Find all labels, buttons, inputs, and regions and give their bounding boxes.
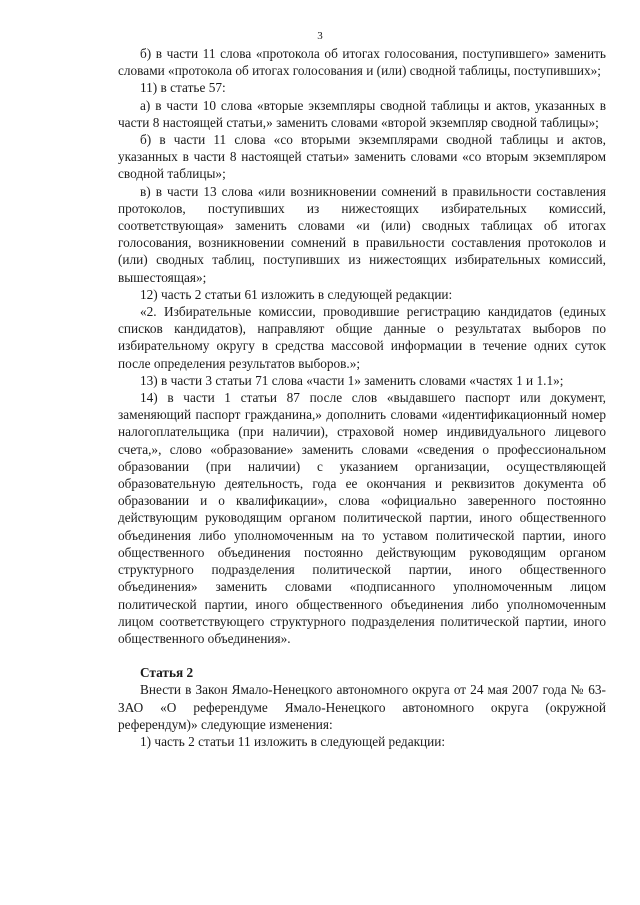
paragraph-11-a: а) в части 10 слова «вторые экземпляры сводной таблицы и актов, указанных в части 8 настоящей статьи,» заменить словами «второй экземпляр сводной таблицы»; bbox=[118, 97, 606, 130]
paragraph-item-12-quote: «2. Избирательные комиссии, проводившие регистрацию кандидатов (единых списков кандидатов), направляют общие данные о результатах выборов по избирательному округу в средства массовой информации в течение одних суток после определения результатов выборов.»; bbox=[118, 304, 606, 371]
paragraph-item-13: 13) в части 3 статьи 71 слова «части 1» заменить словами «частях 1 и 1.1»; bbox=[140, 372, 564, 388]
paragraph-11b: б) в части 11 слова «протокола об итогах голосования, поступившего» заменить словами «протокола об итогах голосования и (или) сводной таблицы, поступивших»; bbox=[118, 46, 606, 79]
article-item-1: 1) часть 2 статьи 11 изложить в следующей редакции: bbox=[140, 733, 446, 749]
article-heading: Статья 2 bbox=[140, 665, 194, 681]
paragraph-11-b: б) в части 11 слова «со вторыми экземплярами сводной таблицы и актов, указанных в части 8 настоящей статьи» заменить словами «со вторым экземпляром сводной таблицы»; bbox=[118, 132, 606, 182]
document-body bbox=[118, 45, 606, 750]
paragraph-item-12: 12) часть 2 статьи 61 изложить в следующей редакции: bbox=[140, 286, 453, 302]
paragraph-item-11: 11) в статье 57: bbox=[140, 80, 226, 96]
paragraph-item-14: 14) в части 1 статьи 87 после слов «выдавшего паспорт или документ, заменяющий паспорт гражданина,» дополнить словами «идентификационный номер налогоплательщика (при наличии), страховой номер индивидуального лицевого счета,», слово «образование» заменить словами «сведения о профессиональном образовании (при наличии) с указанием организации, осуществляющей образовательную деятельность, года ее окончания и реквизитов документа об образовании и о квалификации», слова «официально заверенного постоянно действующим руководящим органом политической партии, иного общественного объединения либо уполномоченным на то уставом политической партии, иного общественного объединения постоянно действующим руководящим органом структурного подразделения политической партии, иного общественного объединения» заменить словами «подписанного уполномоченным лицом политической партии, иного общественного объединения либо уполномоченным лицом соответствующего структурного подразделения политической партии, иного общественного объединения». bbox=[118, 390, 606, 646]
paragraph-11-v: в) в части 13 слова «или возникновении сомнений в правильности составления протоколов, поступивших из нижестоящих избирательных комиссий, соответствующая» заменить словами «и (или) сводных таблицах об итогах голосования, возникновении сомнений в правильности составления протоколов и (или) сводных таблиц, поступивших из нижестоящих избирательных комиссий, вышестоящая»; bbox=[118, 183, 606, 285]
page-number: 3 bbox=[317, 30, 323, 42]
article-intro: Внести в Закон Ямало-Ненецкого автономного округа от 24 мая 2007 года № 63-ЗАО «О референдуме Ямало-Ненецкого автономного округа (окружной референдум)» следующие изменения: bbox=[118, 682, 606, 732]
